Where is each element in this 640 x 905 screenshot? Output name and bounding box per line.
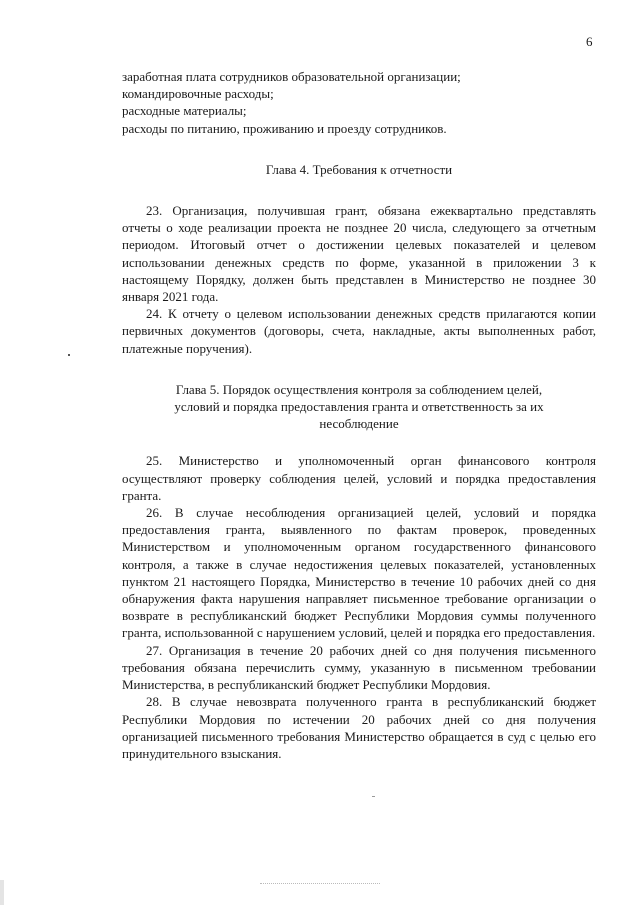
paragraph-26: 26. В случае несоблюдения организацией целей, условий и порядка предоставления гранта, выявленного по фактам проверок, проведенных Министерством и уполномоченным органом государственного финансового контроля, а также в случае недостижения целевых показателей, установленных пунктом 21 настоящего Порядка, Министерство в течение 10 рабочих дней со дня обнаружения факта нарушения направляет письменное требование организации о возврате в республиканский бюджет Республики Мордовия суммы полученного гранта, использованной с нарушением условий, целей и порядка его предоставления. (122, 505, 596, 641)
paragraph-27: 27. Организация в течение 20 рабочих дней со дня получения письменного требования обязана перечислить сумму, указанную в письменном требовании Министерства, в республиканский бюджет Республики Мордовия. (122, 642, 596, 693)
paragraph-28: 28. В случае невозврата полученного гранта в республиканский бюджет Республики Мордовия по истечении 20 рабочих дней со дня получения организацией письменного требования Министерство обращается в суд с целью его принудительного взыскания. (122, 694, 596, 761)
list-item: заработная плата сотрудников образовательной организации; (122, 69, 461, 84)
page-number: 6 (586, 34, 593, 49)
paragraph-24: 24. К отчету о целевом использовании денежных средств прилагаются копии первичных документов (договоры, счета, накладные, акты выполненных работ, платежные поручения). (122, 306, 596, 356)
paragraph-23: 23. Организация, получившая грант, обязана ежеквартально представлять отчеты о ходе реализации проекта не позднее 20 числа, следующего за отчетным периодом. Итоговый отчет о достижении целевых показателей и целевом использовании денежных средств по форме, указанной в приложении 3 к настоящему Порядку, должен быть представлен в Министерство не позднее 30 января 2021 года. (122, 203, 596, 305)
chapter-4-title: Глава 4. Требования к отчетности (265, 161, 453, 177)
chapter-5-title-line: условий и порядка предоставления гранта и ответственность за их (174, 399, 544, 415)
chapter-5-title (122, 381, 596, 433)
list-item: командировочные расходы; (122, 86, 274, 102)
scan-speck (372, 796, 375, 797)
document-body (122, 68, 596, 762)
scan-speck (68, 354, 70, 356)
chapter-5-title-line: Глава 5. Порядок осуществления контроля за соблюдением целей, (175, 381, 543, 397)
scan-artifact-line (260, 883, 380, 885)
scan-bottom-edge (0, 880, 640, 905)
paragraph-25: 25. Министерство и уполномоченный орган финансового контроля осуществляют проверку соблюдения целей, условий и порядка предоставления гранта. (122, 453, 596, 503)
list-item: расходы по питанию, проживанию и проезду сотрудников. (122, 120, 447, 136)
chapter-5-title-line: несоблюдение (319, 416, 399, 432)
scan-edge-shadow (0, 880, 4, 905)
list-item: расходные материалы; (122, 103, 247, 119)
expense-list (122, 68, 596, 137)
